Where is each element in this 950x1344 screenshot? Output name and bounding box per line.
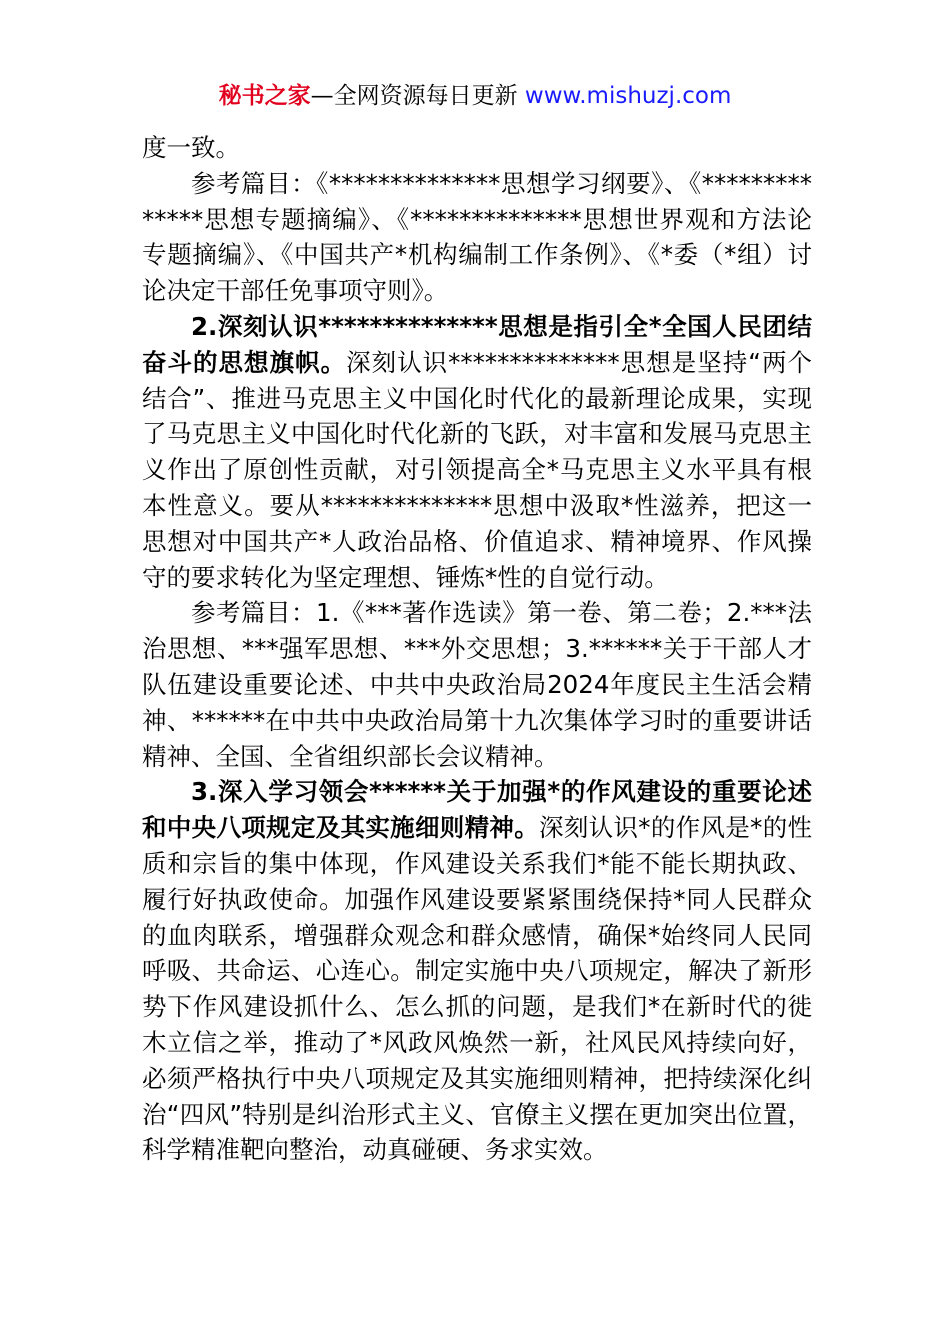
paragraph-text: 参考篇目：《**************思想学习纲要》、《**************思想专题摘编》、《**************思想世界观和方法论专题摘编》、《中国共产*机构编制工作条例》、《*委（*组）讨论决定干部任免事项守则》。 <box>142 168 812 306</box>
paragraph-references-2 <box>142 595 812 774</box>
site-brand: 秘书之家 <box>218 83 311 109</box>
paragraph-section-2 <box>142 309 812 595</box>
document-body <box>142 130 812 1168</box>
paragraph-section-3 <box>142 774 812 1168</box>
paragraph-text: 深刻认识**************思想是坚持“两个结合”、推进马克思主义中国化时代化的最新理论成果，实现了马克思主义中国化时代化新的飞跃，对丰富和发展马克思主义作出了原创性贡献，对引领提高全*马克思主义水平具有根本性意义。要从**************思想中汲取*性滋养，把这一思想对中国共产*人政治品格、价值追求、精神境界、作风操守的要求转化为坚定理想、锤炼*性的自觉行动。 <box>142 347 812 592</box>
paragraph-text: 深刻认识*的作风是*的性质和宗旨的集中体现，作风建设关系我们*能不能长期执政、履行好执政使命。加强作风建设要紧紧围绕保持*同人民群众的血肉联系，增强群众观念和群众感情，确保*始终同人民同呼吸、共命运、心连心。制定实施中央八项规定，解决了新形势下作风建设抓什么、怎么抓的问题，是我们*在新时代的徙木立信之举，推动了*风政风焕然一新，社风民风持续向好，必须严格执行中央八项规定及其实施细则精神，把持续深化纠治“四风”特别是纠治形式主义、官僚主义摆在更加突出位置，科学精准靶向整治，动真碰硬、务求实效。 <box>142 813 813 1165</box>
paragraph-references-1 <box>142 166 812 309</box>
site-url-link[interactable]: www.mishuzj.com <box>524 83 732 109</box>
site-tagline: —全网资源每日更新 <box>310 83 525 109</box>
paragraph-text: 参考篇目：1.《***著作选读》第一卷、第二卷；2.***法治思想、***强军思想、***外交思想；3.******关于干部人才队伍建设重要论述、中共中央政治局2024年度民主生活会精神、******在中共中央政治局第十九次集体学习时的重要讲话精神、全国、全省组织部长会议精神。 <box>142 598 812 771</box>
section-heading: 3.深入学习领会******关于加强*的作风建设的重要论述和中央八项规定及其实施细则精神。 <box>142 777 812 843</box>
paragraph-continuation <box>142 130 812 166</box>
paragraph-text: 度一致。 <box>142 133 240 162</box>
site-header <box>0 80 950 112</box>
section-heading: 2.深刻认识**************思想是指引全*全国人民团结奋斗的思想旗帜。 <box>142 311 812 377</box>
